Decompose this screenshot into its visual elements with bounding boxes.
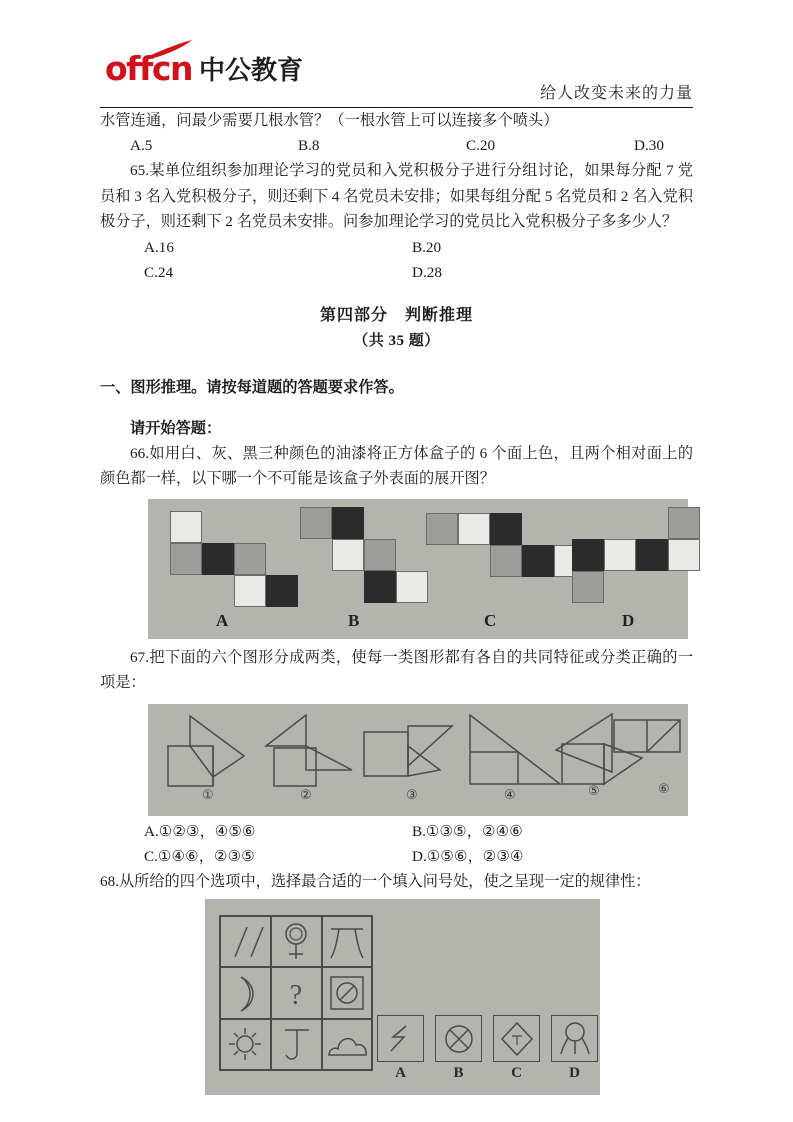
net-cell (234, 575, 266, 607)
question-65-options-row-1 (100, 235, 693, 260)
net-cell (170, 543, 202, 575)
cloud-icon (329, 1039, 366, 1055)
question-68-option-b (435, 1015, 482, 1082)
option-a: A.5 (130, 137, 153, 154)
question-64-tail: 水管连通，问最少需要几根水管？（一根水管上可以连接多个喷头） (100, 112, 559, 129)
question-mark-cell: ? (289, 980, 303, 1011)
net-cell (572, 571, 604, 603)
logo-wordmark (105, 49, 192, 88)
option-a-box (377, 1015, 424, 1062)
net-cell (300, 507, 332, 539)
figure-option-label-c: C (484, 610, 497, 630)
question-68-option-c (493, 1015, 540, 1082)
lightning-bolt-icon (384, 1022, 418, 1056)
question-67-stem: 67.把下面的六个图形分成两类，使每一类图形都有各自的共同特征或分类正确的一项是： (100, 648, 693, 691)
figure-number-4: ④ (504, 787, 516, 803)
net-cell (490, 545, 522, 577)
option-c-label: C (511, 1065, 522, 1081)
net-cell (458, 513, 490, 545)
question-65-options-row-2 (100, 260, 693, 285)
figure-option-label-a: A (216, 610, 229, 630)
cube-net-c (426, 513, 586, 577)
crescent-moon-icon (241, 977, 253, 1011)
net-cell (234, 543, 266, 575)
net-cell (522, 545, 554, 577)
arch-icon (331, 929, 363, 958)
option-c: C.20 (466, 137, 496, 154)
diamond-with-t-icon (500, 1021, 534, 1057)
option-d-box (551, 1015, 598, 1062)
option-c: C.①④⑥，②③⑤ (144, 847, 255, 865)
question-68-figure (205, 899, 600, 1095)
circle-on-stem-icon (286, 924, 306, 959)
question-67-options-row-2 (100, 844, 693, 869)
begin-answering-note: 请开始答题： (130, 419, 222, 437)
figure-3-shape (360, 714, 466, 790)
option-d: D.28 (412, 263, 442, 281)
option-d-label: D (569, 1065, 580, 1081)
figure-number-2: ② (300, 787, 312, 803)
circle-with-x-icon (442, 1022, 476, 1056)
question-68-option-d (551, 1015, 598, 1082)
jellyfish-icon (558, 1021, 592, 1057)
option-b-label: B (453, 1065, 464, 1081)
logo-wordmark-text: offcn (105, 49, 192, 88)
question-66-figure (148, 499, 688, 639)
option-b: B.①③⑤，②④⑥ (412, 822, 523, 840)
question-64-options (100, 133, 693, 158)
figure-1-shape (162, 710, 258, 788)
logo-chinese-name: 中公教育 (198, 56, 303, 86)
question-67-figure (148, 704, 688, 816)
net-cell (636, 539, 668, 571)
question-67-options-row-1 (100, 819, 693, 844)
two-slashes-icon (235, 927, 263, 957)
net-cell (668, 507, 700, 539)
net-cell (332, 539, 364, 571)
option-b: B.8 (298, 137, 320, 154)
net-cell (396, 571, 428, 603)
net-cell (202, 543, 234, 575)
option-d: D.30 (634, 137, 664, 154)
question-68-option-figures (377, 1015, 598, 1082)
option-b-box (435, 1015, 482, 1062)
header-divider (100, 107, 693, 108)
question-68-option-a (377, 1015, 424, 1082)
option-c-box (493, 1015, 540, 1062)
question-66-stem: 66.如用白、灰、黑三种颜色的油漆将正方体盒子的 6 个面上色，且两个相对面上的颜色都一样，以下哪一个不可能是该盒子外表面的展开图？ (100, 444, 693, 487)
option-d: D.①⑤⑥，②③④ (412, 847, 524, 865)
option-a-label: A (395, 1065, 406, 1081)
net-cell (572, 539, 604, 571)
question-68-stem: 68.从所给的四个选项中，选择最合适的一个填入问号处，使之呈现一定的规律性： (100, 872, 651, 890)
figure-option-label-d: D (622, 610, 635, 630)
net-cell (426, 513, 458, 545)
section-subtitle: （共 35 题） (353, 332, 440, 349)
option-a: A.16 (144, 238, 174, 256)
figure-number-5: ⑤ (588, 783, 600, 799)
net-cell (364, 571, 396, 603)
part-heading: 一、图形推理。请按每道题的答题要求作答。 (100, 378, 404, 396)
puzzle-matrix (217, 913, 375, 1073)
logo-swoosh-icon (142, 40, 194, 60)
net-cell (170, 511, 202, 543)
figure-6-shape (610, 714, 690, 764)
figure-number-1: ① (202, 787, 214, 803)
option-b: B.20 (412, 238, 442, 256)
offcn-logo (105, 49, 303, 88)
figure-option-label-b: B (348, 610, 360, 630)
circle-in-square-icon (331, 977, 363, 1009)
figure-number-6: ⑥ (658, 781, 670, 797)
figure-number-3: ③ (406, 787, 418, 803)
net-cell (604, 539, 636, 571)
option-a: A.①②③，④⑤⑥ (144, 822, 256, 840)
net-cell (364, 539, 396, 571)
section-title: 第四部分 判断推理 (319, 306, 473, 324)
net-cell (490, 513, 522, 545)
net-cell (332, 507, 364, 539)
hook-j-icon (285, 1030, 309, 1059)
question-65-stem: 65.某单位组织参加理论学习的党员和入党积极分子进行分组讨论，如果每分配 7 党员和 3 名入党积极分子，则还剩下 4 名党员未安排；如果每组分配 5 名党员和 2 名入党积极分子，则还剩下 2 名党员未安排。问参加理论学习的党员比入党积极分子多多少人？ (100, 162, 693, 230)
header-tagline: 给人改变未来的力量 (539, 85, 693, 102)
net-cell (266, 575, 298, 607)
cube-net-d (572, 507, 700, 603)
option-c: C.24 (144, 263, 174, 281)
cube-net-b (300, 507, 428, 603)
page-header (100, 0, 693, 108)
cube-net-a (170, 511, 298, 607)
sun-icon (229, 1028, 261, 1060)
figure-2-shape (258, 710, 358, 790)
net-cell (668, 539, 700, 571)
